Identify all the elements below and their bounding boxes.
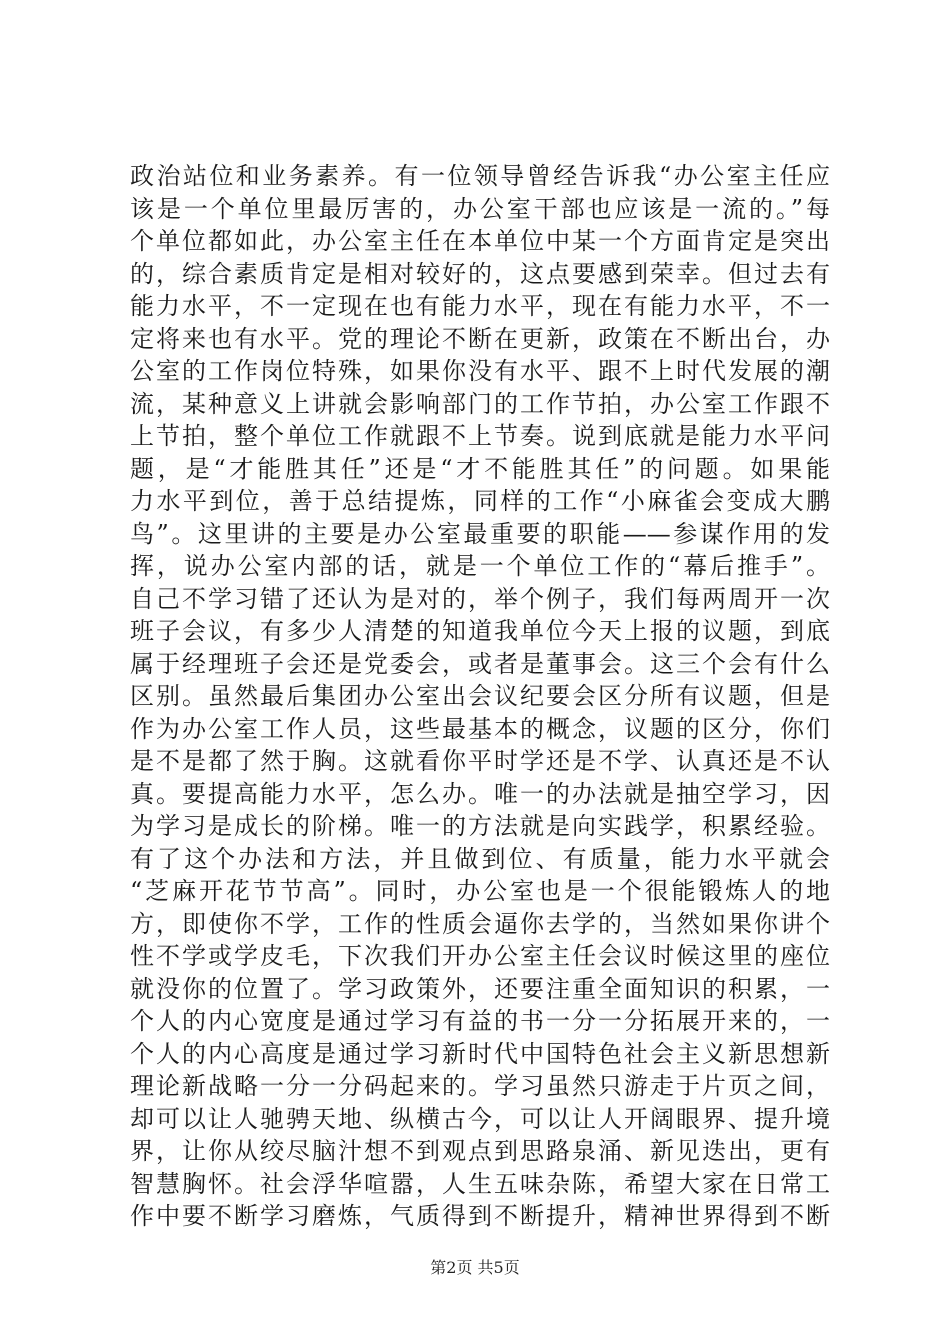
text-line: “芝麻开花节节高”。同时，办公室也是一个很能锻炼人的地	[130, 877, 830, 905]
text-line: 却可以让人驰骋天地、纵横古今，可以让人开阔眼界、提升境	[130, 1104, 830, 1133]
text-line: 自己不学习错了还认为是对的，举个例子，我们每两周开一次	[130, 584, 830, 613]
page-number-label: 第2页 共5页	[430, 1258, 520, 1277]
text-line: 就没你的位置了。学习政策外，还要注重全面知识的积累，一	[130, 974, 830, 1003]
text-line: 公室的工作岗位特殊，如果你没有水平、跟不上时代发展的潮	[130, 357, 830, 385]
text-line: 作为办公室工作人员，这些最基本的概念，议题的区分，你们	[130, 714, 830, 743]
text-line: 属于经理班子会还是党委会，或者是董事会。这三个会有什么	[130, 649, 830, 678]
text-line: 性不学或学皮毛，下次我们开办公室主任会议时候这里的座位	[130, 942, 830, 970]
page-footer	[0, 1258, 950, 1278]
text-line: 挥，说办公室内部的话，就是一个单位工作的“幕后推手”。	[130, 552, 830, 580]
text-line: 个人的内心宽度是通过学习有益的书一分一分拓展开来的，一	[130, 1007, 830, 1035]
text-line: 流，某种意义上讲就会影响部门的工作节拍，办公室工作跟不	[130, 389, 830, 418]
text-line: 是不是都了然于胸。这就看你平时学还是不学、认真还是不认	[130, 747, 830, 775]
text-line: 政治站位和业务素养。有一位领导曾经告诉我“办公室主任应	[130, 162, 830, 190]
text-line: 个单位都如此，办公室主任在本单位中某一个方面肯定是突出	[130, 227, 830, 255]
text-line: 智慧胸怀。社会浮华喧嚣，人生五味杂陈，希望大家在日常工	[130, 1169, 830, 1198]
text-line: 题，是“才能胜其任”还是“才不能胜其任”的问题。如果能	[130, 454, 830, 483]
text-line: 定将来也有水平。党的理论不断在更新，政策在不断出台，办	[130, 324, 830, 353]
text-line: 作中要不断学习磨炼，气质得到不断提升，精神世界得到不断	[130, 1202, 830, 1230]
text-line: 为学习是成长的阶梯。唯一的方法就是向实践学，积累经验。	[130, 812, 830, 840]
body-text	[130, 160, 830, 1233]
text-line: 区别。虽然最后集团办公室出会议纪要会区分所有议题，但是	[130, 682, 830, 710]
text-line: 的，综合素质肯定是相对较好的，这点要感到荣幸。但过去有	[130, 259, 830, 288]
text-line: 个人的内心高度是通过学习新时代中国特色社会主义新思想新	[130, 1039, 830, 1068]
text-line: 该是一个单位里最厉害的，办公室干部也应该是一流的。”每	[130, 194, 830, 223]
text-line: 理论新战略一分一分码起来的。学习虽然只游走于片页之间，	[130, 1072, 830, 1100]
text-line: 能力水平，不一定现在也有能力水平，现在有能力水平，不一	[130, 292, 830, 320]
text-line: 有了这个办法和方法，并且做到位、有质量，能力水平就会	[130, 844, 830, 873]
text-line: 真。要提高能力水平，怎么办。唯一的办法就是抽空学习，因	[130, 779, 830, 808]
text-line: 上节拍，整个单位工作就跟不上节奏。说到底就是能力水平问	[130, 422, 830, 450]
text-line: 鸟”。这里讲的主要是办公室最重要的职能——参谋作用的发	[130, 519, 830, 548]
text-line: 界，让你从绞尽脑汁想不到观点到思路泉涌、新见迭出，更有	[130, 1137, 830, 1165]
text-line: 力水平到位，善于总结提炼，同样的工作“小麻雀会变成大鹏	[130, 487, 830, 515]
text-line: 班子会议，有多少人清楚的知道我单位今天上报的议题，到底	[130, 617, 830, 645]
text-line: 方，即使你不学，工作的性质会逼你去学的，当然如果你讲个	[130, 909, 830, 938]
